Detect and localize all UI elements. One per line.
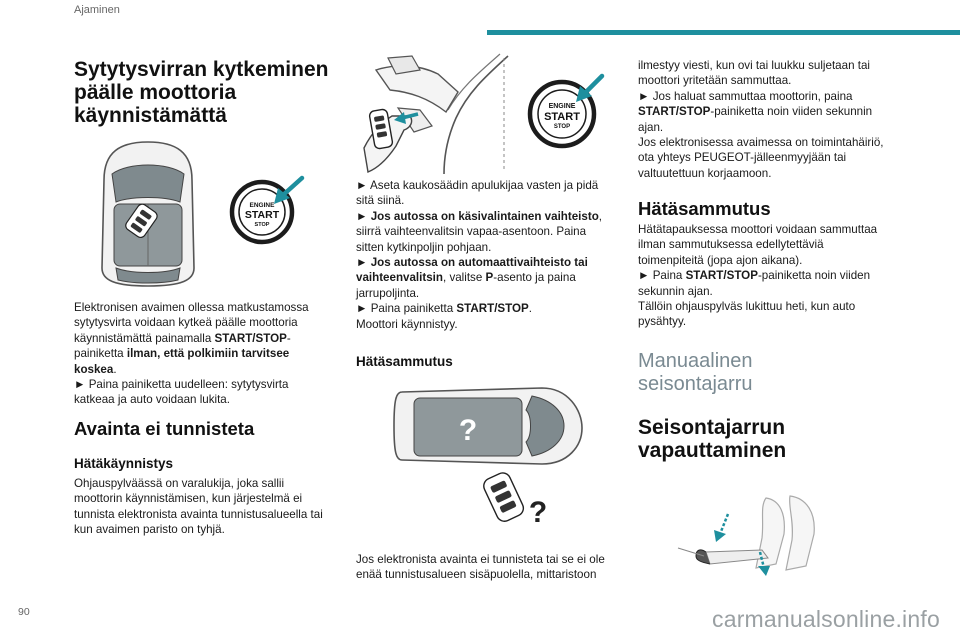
lift-arrow-icon <box>714 514 728 542</box>
heading-ignition-on: Sytytysvirran kytkeminen päälle moottoria käynnistämättä <box>74 58 329 127</box>
key-fob-icon-2 <box>481 470 526 524</box>
car-interior-key-illustration <box>98 140 198 288</box>
engine-start-stop-button-illustration-2 <box>524 70 608 154</box>
heading-release-parking-brake: Seisontajarrun vapauttaminen <box>638 416 787 462</box>
svg-text:STOP: STOP <box>553 124 571 130</box>
question-mark: ? <box>458 414 478 447</box>
paragraph-emergency-stop: Hätätapauksessa moottori voidaan sammuttaa ilman sammutuksessa edellytettäviä toimenpiteitä (jopa ajon aikana). ► Paina START/STOP-painiketta noin viiden sekunnin ajan. Tällöin ohjauspylväs lukittuu heti, kun auto pysähtyy. <box>638 223 878 329</box>
header-accent-bar <box>487 30 960 35</box>
paragraph-emergency-start: Ohjauspylväässä on varalukija, joka sallii moottorin käynnistämisen, kun järjestelmä ei tunnista elektronista avainta tunnistusalueella tai kun avaimen paristo on tyhjä. <box>74 477 323 537</box>
page-number: 90 <box>18 606 30 618</box>
subheading-emergency-start: Hätäkäynnistys <box>74 456 174 471</box>
paragraph-backup-start-steps: ► Aseta kaukosäädin apulukijaa vasten ja pidä sitä siinä. ► Jos autossa on käsivalintainen vaihteisto, siirrä vaihteenvalitsin vapaa-asentoon. Paina sitten kytkinpoljin pohjaan. ► Jos autossa on automaattivaihteisto tai vaihteenvalitsin, valitse P-asento ja paina jarrupoljinta. ► Paina painiketta START/STOP. Moottori käynnistyy. <box>356 179 603 331</box>
svg-text:START: START <box>544 111 580 123</box>
watermark-text: carmanualsonline.info <box>712 606 940 632</box>
heading-key-not-detected: Avainta ei tunnisteta <box>74 418 255 439</box>
steering-column-backup-reader-illustration <box>358 52 518 176</box>
section-title: Ajaminen <box>74 4 120 16</box>
paragraph-key-not-detected: Jos elektronista avainta ei tunnisteta tai se ei ole enää tunnistusalueen sisäpuolella, mittaristoon <box>356 553 605 582</box>
heading-manual-parking-brake: Manuaalinen seisontajarru <box>638 350 753 395</box>
svg-text:ENGINE: ENGINE <box>548 103 576 110</box>
svg-text:START: START <box>244 209 280 221</box>
parking-brake-lever-illustration <box>676 494 826 580</box>
question-mark-2: ? <box>528 496 548 529</box>
svg-text:STOP: STOP <box>254 222 270 228</box>
svg-text:ENGINE: ENGINE <box>249 202 275 209</box>
car-key-not-detected-illustration <box>392 382 588 532</box>
engine-start-stop-button-illustration <box>226 174 310 246</box>
heading-emergency-stop: Hätäsammutus <box>638 198 771 219</box>
subheading-emergency-stop-col2: Hätäsammutus <box>356 354 453 369</box>
paragraph-message-instructions: ilmestyy viesti, kun ovi tai luukku suljetaan tai moottori yritetään sammuttaa. ► Jos haluat sammuttaa moottorin, paina START/STOP-painiketta noin viiden sekunnin ajan. Jos elektronisessa avaimessa on toimintahäiriö, ota yhteys PEUGEOT-jälleenmyyjään tai valtuutettuun korjaamoon. <box>638 59 884 180</box>
paragraph-ignition: Elektronisen avaimen ollessa matkustamossa sytytysvirta voidaan kytkeä päälle moottoria käynnistämättä painamalla START/STOP- painiketta ilman, että polkimiin tarvitsee koskea. ► Paina painiketta uudelleen: sytytysvirta katkeaa ja auto voidaan lukita. <box>74 301 309 407</box>
